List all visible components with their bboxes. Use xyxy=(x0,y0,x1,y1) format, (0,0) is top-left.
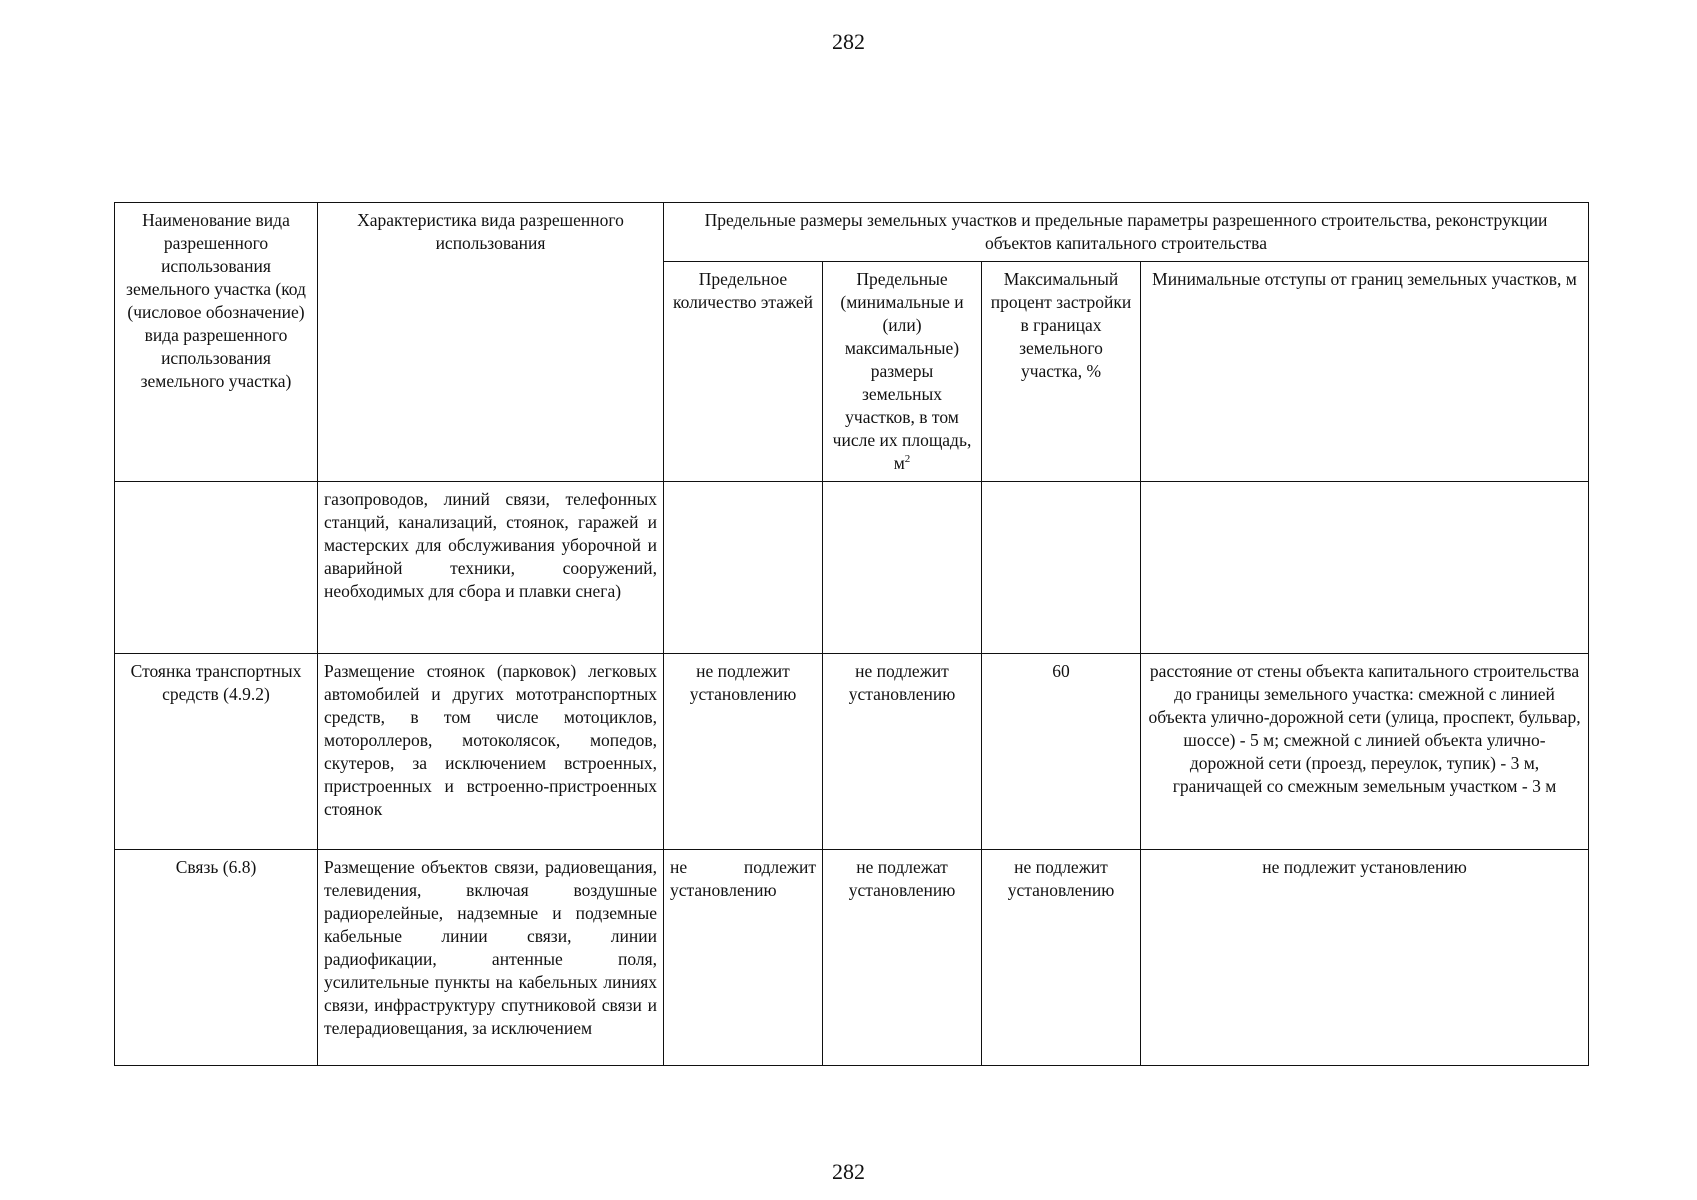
header-name: Наименование вида разрешенного использования земельного участка (код (числовое обозначение) вида разрешенного использования земельного участка) xyxy=(115,203,318,482)
cell-setbacks xyxy=(1141,482,1589,654)
header-sizes xyxy=(823,262,982,482)
cell-percent: 60 xyxy=(982,654,1141,850)
header-sizes-sup: 2 xyxy=(904,453,911,466)
cell-sizes: не подлежат установлению xyxy=(823,850,982,1066)
header-floors: Предельное количество этажей xyxy=(664,262,823,482)
cell-name: Стоянка транспортных средств (4.9.2) xyxy=(115,654,318,850)
regulations-table xyxy=(114,202,1589,1066)
cell-sizes: не подлежит установлению xyxy=(823,654,982,850)
table-row xyxy=(115,850,1589,1066)
cell-setbacks: не подлежит установлению xyxy=(1141,850,1589,1066)
cell-characteristic: Размещение объектов связи, радиовещания, телевидения, включая воздушные радиорелейные, надземные и подземные кабельные линии связи, линии радиофикации, антенные поля, усилительные пункты на кабельных линиях связи, инфраструктуру спутниковой связи и телерадиовещания, за исключением xyxy=(318,850,664,1066)
cell-percent xyxy=(982,482,1141,654)
cell-name xyxy=(115,482,318,654)
table-row xyxy=(115,654,1589,850)
cell-sizes xyxy=(823,482,982,654)
cell-characteristic: Размещение стоянок (парковок) легковых автомобилей и других мототранспортных средств, в том числе мотоциклов, мотороллеров, мотоколясок, мопедов, скутеров, за исключением встроенных, пристроенных и встроенно-пристроенных стоянок xyxy=(318,654,664,850)
header-setbacks: Минимальные отступы от границ земельных участков, м xyxy=(1141,262,1589,482)
cell-characteristic: газопроводов, линий связи, телефонных станций, канализаций, стоянок, гаражей и мастерских для обслуживания уборочной и аварийной техники, сооружений, необходимых для сбора и плавки снега) xyxy=(318,482,664,654)
cell-floors xyxy=(664,482,823,654)
table-header-row-1 xyxy=(115,203,1589,262)
header-characteristic: Характеристика вида разрешенного использования xyxy=(318,203,664,482)
cell-floors: не подлежит установлению xyxy=(664,654,823,850)
table-row xyxy=(115,482,1589,654)
header-limits: Предельные размеры земельных участков и предельные параметры разрешенного строительства, реконструкции объектов капитального строительства xyxy=(664,203,1589,262)
header-sizes-text: Предельные (минимальные и (или) максимальные) размеры земельных участков, в том числе их площадь, м xyxy=(832,269,972,473)
page-number-top: 282 xyxy=(832,29,865,54)
cell-floors: не подлежит установлению xyxy=(664,850,823,1066)
header-percent: Максимальный процент застройки в границах земельного участка, % xyxy=(982,262,1141,482)
page-number-bottom: 282 xyxy=(832,1159,865,1184)
cell-percent: не подлежит установлению xyxy=(982,850,1141,1066)
cell-setbacks: расстояние от стены объекта капитального строительства до границы земельного участка: смежной с линией объекта улично-дорожной сети (улица, проспект, бульвар, шоссе) - 5 м; смежной с линией объекта улично-дорожной сети (проезд, переулок, тупик) - 3 м, граничащей со смежным земельным участком - 3 м xyxy=(1141,654,1589,850)
cell-name: Связь (6.8) xyxy=(115,850,318,1066)
